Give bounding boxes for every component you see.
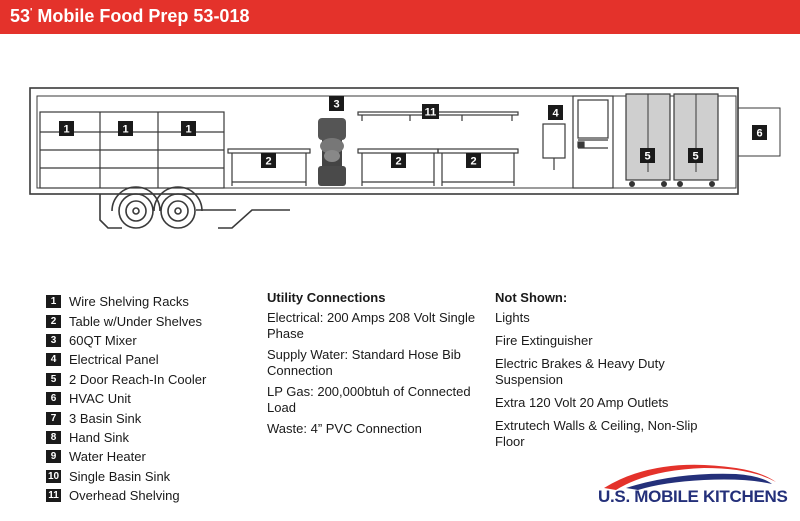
utility-connections-section (267, 290, 477, 442)
legend-label: 3 Basin Sink (69, 410, 142, 426)
legend-item (46, 311, 206, 330)
title-bar (0, 0, 800, 34)
legend-label: Water Heater (69, 449, 146, 465)
legend-item (46, 292, 206, 311)
title-length: 53 (10, 6, 31, 26)
company-logo-text: U.S. MOBILE KITCHENS (598, 487, 788, 506)
legend-item (46, 447, 206, 466)
callout-table-a (261, 153, 276, 168)
callout-wire-shelving-b (118, 121, 133, 136)
svg-text:11: 11 (424, 106, 437, 119)
not-shown-item: Lights (495, 310, 530, 325)
legend-item (46, 370, 206, 389)
title-text: Mobile Food Prep 53-018 (32, 6, 250, 26)
svg-text:5: 5 (644, 150, 651, 163)
legend-number: 10 (47, 470, 60, 482)
legend-label: Overhead Shelving (69, 488, 180, 504)
legend-item (46, 331, 206, 350)
trailer-floor-plan (0, 34, 800, 244)
legend-number: 8 (46, 431, 61, 444)
legend-item (46, 389, 206, 408)
svg-text:2: 2 (265, 155, 272, 168)
trailer-wheels (112, 187, 202, 228)
legend-number: 4 (46, 353, 61, 366)
utility-item: Waste: 4” PVC Connection (267, 421, 422, 436)
svg-text:4: 4 (552, 107, 559, 120)
svg-text:5: 5 (692, 150, 699, 163)
legend-label: 2 Door Reach-In Cooler (69, 371, 207, 387)
mixer-graphic (318, 118, 346, 186)
page-title (10, 6, 249, 27)
callout-wire-shelving-c (181, 121, 196, 136)
legend-number: 6 (46, 392, 61, 405)
utility-item: Supply Water: Standard Hose Bib Connection (267, 347, 461, 378)
callout-table-b (391, 153, 406, 168)
legend-item (46, 467, 206, 486)
callout-mixer (329, 96, 344, 111)
reach-in-coolers (626, 94, 718, 187)
svg-text:2: 2 (470, 155, 477, 168)
legend-label: Hand Sink (69, 429, 129, 445)
utility-heading: Utility Connections (267, 290, 386, 305)
svg-text:2: 2 (395, 155, 402, 168)
legend-label: Wire Shelving Racks (69, 294, 189, 310)
not-shown-item: Extrutech Walls & Ceiling, Non-Slip Floor (495, 418, 698, 449)
title-foot-mark: ' (30, 7, 33, 18)
svg-text:6: 6 (756, 127, 763, 140)
callout-wire-shelving-a (59, 121, 74, 136)
not-shown-section (495, 290, 710, 457)
legend-item (46, 486, 206, 505)
not-shown-heading: Not Shown: (495, 290, 568, 305)
callout-cooler-a (640, 148, 655, 163)
utility-item: Electrical: 200 Amps 208 Volt Single Phase (267, 310, 476, 341)
not-shown-item: Electric Brakes & Heavy Duty Suspension (495, 356, 665, 387)
legend-number: 5 (46, 373, 61, 386)
callout-overhead-shelving (422, 104, 439, 119)
legend-item (46, 350, 206, 369)
callout-cooler-b (688, 148, 703, 163)
legend-number: 3 (46, 334, 61, 347)
legend-number: 2 (46, 315, 61, 328)
legend-label: HVAC Unit (69, 391, 131, 407)
electrical-panel (543, 124, 565, 170)
callout-electrical-panel (548, 105, 563, 120)
equipment-legend (46, 292, 206, 505)
svg-text:3: 3 (333, 98, 340, 111)
svg-text:1: 1 (185, 123, 192, 136)
not-shown-item: Fire Extinguisher (495, 333, 593, 348)
legend-number: 7 (46, 412, 61, 425)
legend-item (46, 408, 206, 427)
legend-label: Electrical Panel (69, 352, 159, 368)
legend-label: Single Basin Sink (69, 468, 171, 484)
callout-table-c (466, 153, 481, 168)
not-shown-item: Extra 120 Volt 20 Amp Outlets (495, 395, 669, 410)
callout-hvac-unit (752, 125, 767, 140)
utility-item: LP Gas: 200,000btuh of Connected Load (267, 384, 471, 415)
legend-item (46, 428, 206, 447)
legend-number: 9 (46, 450, 61, 463)
svg-text:1: 1 (63, 123, 70, 136)
entry-door (573, 96, 613, 188)
legend-number: 11 (46, 489, 61, 502)
legend-number: 1 (46, 295, 61, 308)
legend-label: 60QT Mixer (69, 332, 137, 348)
legend-label: Table w/Under Shelves (69, 313, 202, 329)
svg-text:1: 1 (122, 123, 129, 136)
